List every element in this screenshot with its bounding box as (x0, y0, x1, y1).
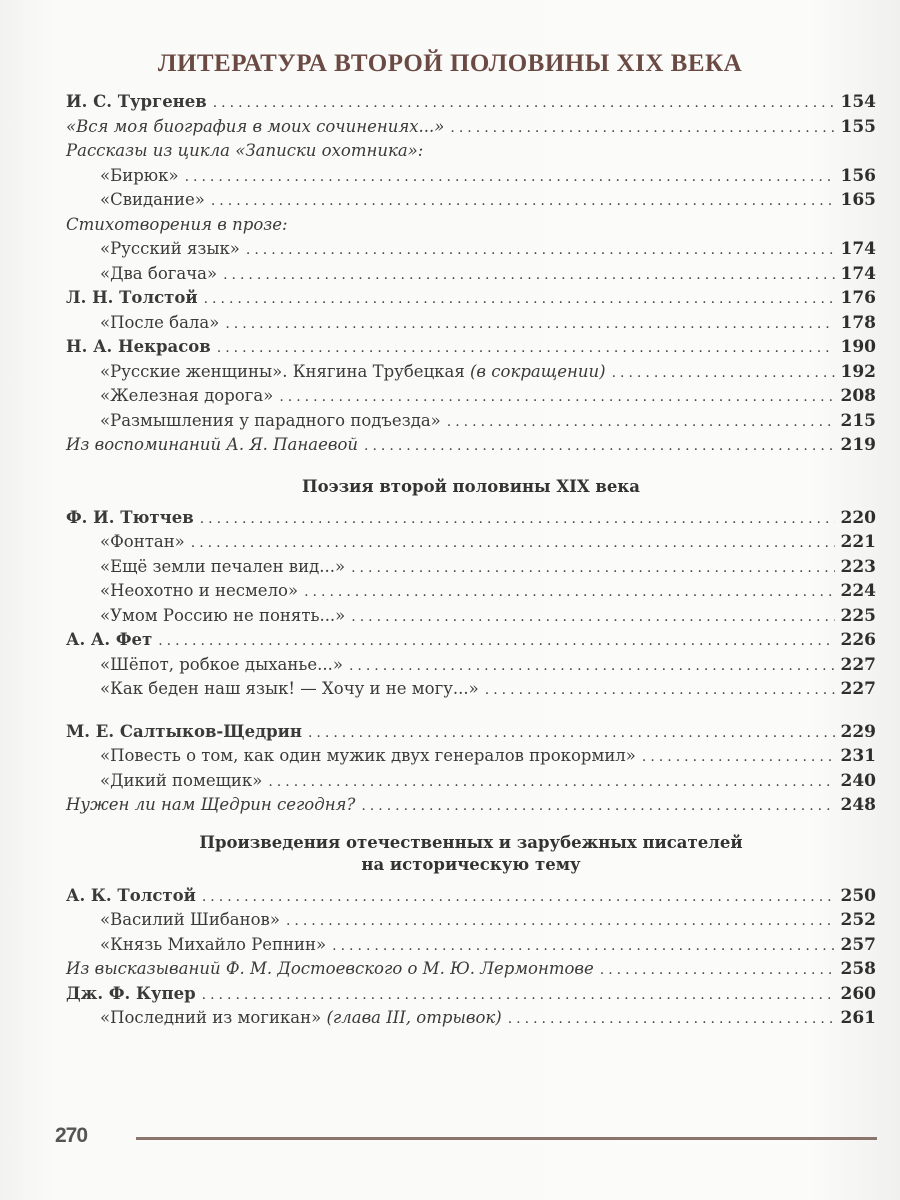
toc-entry-title-text: Дж. Ф. Купер (66, 983, 196, 1003)
dot-leader (211, 189, 835, 214)
dot-leader (202, 983, 835, 1008)
toc-entry-title-text: «Последний из могикан» (100, 1008, 322, 1027)
dot-leader (361, 794, 834, 819)
toc-entry[interactable] (66, 188, 876, 213)
toc-page-number: 221 (840, 532, 876, 552)
toc-entry-title-text: «Размышления у парадного подъезда» (100, 410, 441, 430)
toc-entry-title (66, 286, 198, 311)
toc-entry[interactable] (66, 579, 876, 604)
toc-page-number: 174 (840, 239, 876, 259)
toc-entry-title-text: «Василий Шибанов» (100, 910, 280, 929)
dot-leader (213, 91, 835, 116)
toc-entry-note: (глава III, отрывок) (326, 1008, 502, 1027)
dot-leader (450, 116, 834, 141)
toc-entry-title (100, 409, 441, 434)
toc-page-number: 215 (840, 410, 876, 431)
toc-entry-title (100, 579, 298, 604)
toc-entry-title-text: Н. А. Некрасов (66, 337, 211, 356)
section-heading (66, 476, 876, 498)
dot-leader (268, 770, 834, 795)
toc-page-number: 248 (840, 795, 876, 815)
toc-entry-title-text: «Вся моя биография в моих сочинениях...» (66, 116, 445, 136)
toc-entry-title (100, 677, 479, 702)
dot-leader (351, 556, 834, 581)
toc-page-number: 155 (840, 116, 876, 137)
toc-page-number: 174 (840, 263, 876, 284)
toc-entry[interactable] (66, 744, 876, 769)
toc-entry[interactable] (66, 262, 876, 287)
dot-leader (223, 263, 834, 288)
toc-entry[interactable] (66, 360, 876, 385)
toc-entry-title (66, 793, 355, 818)
toc-entry-title (100, 262, 217, 287)
toc-entry-title-text: Из воспоминаний А. Я. Панаевой (66, 435, 359, 454)
toc-entry-title-text: И. С. Тургенев (66, 92, 207, 111)
dot-leader (508, 1007, 835, 1032)
toc-entry[interactable] (66, 530, 876, 555)
toc-page-number: 156 (840, 165, 876, 186)
dot-leader (185, 165, 835, 190)
dot-leader (200, 507, 835, 532)
toc-entry-title-text: «Бирюк» (100, 165, 179, 185)
toc-entry-title (100, 555, 345, 580)
dot-leader (202, 885, 835, 910)
toc-page-number: 154 (840, 92, 876, 112)
toc-entry-title-text: «Неохотно и несмело» (100, 581, 299, 600)
dot-leader (246, 238, 835, 263)
toc-page-number: 192 (840, 361, 876, 382)
dot-leader (642, 745, 835, 770)
dot-leader (612, 361, 835, 386)
dot-leader (158, 629, 834, 654)
toc-group (66, 90, 876, 458)
toc-entry[interactable] (66, 286, 876, 311)
toc-entry-title (100, 933, 326, 958)
toc-entry-title (66, 139, 423, 164)
toc-entry[interactable] (66, 604, 876, 629)
dot-leader (191, 531, 835, 556)
toc-page-number: 252 (840, 910, 876, 930)
toc-entry-title-text: «Железная дорога» (100, 386, 274, 405)
toc-entry-title (66, 213, 288, 238)
toc-entry-title-text: Рассказы из цикла «Записки охотника»: (66, 141, 424, 160)
page-title: ЛИТЕРАТУРА ВТОРОЙ ПОЛОВИНЫ XIX ВЕКА (157, 50, 743, 77)
toc-entry-title (100, 604, 345, 629)
toc-entry[interactable] (66, 653, 876, 678)
dot-leader (217, 336, 835, 361)
toc-entry-title-text: «Как беден наш язык! — Хочу и не могу...» (100, 679, 479, 698)
toc-entry-title-text: «Русские женщины». Княгина Трубецкая (100, 361, 465, 381)
toc-page-number: 225 (840, 605, 876, 626)
toc-entry[interactable] (66, 335, 876, 360)
toc-group (66, 476, 876, 702)
toc-entry-title-text: Л. Н. Толстой (66, 288, 198, 307)
toc-entry-title (100, 311, 219, 336)
toc-entry-title (66, 433, 358, 458)
toc-entry-title-text: А. А. Фет (66, 630, 153, 649)
toc-entry[interactable] (66, 506, 876, 531)
toc-entry[interactable] (66, 720, 876, 745)
toc-entry-title (66, 957, 594, 982)
toc-entry[interactable] (66, 1006, 876, 1031)
toc-entry-title (66, 884, 196, 909)
toc-entry-title-text: «Два богача» (100, 263, 218, 283)
dot-leader (286, 909, 835, 934)
toc-page-number: 226 (840, 630, 876, 650)
toc-entry-title (100, 653, 343, 678)
toc-entry-title (100, 384, 273, 409)
toc-entry-title (66, 506, 194, 531)
toc-page-number: 231 (840, 746, 876, 766)
dot-leader (349, 654, 835, 679)
toc-page-number: 250 (840, 885, 876, 906)
toc-entry-title-text: «Шёпот, робкое дыханье...» (100, 654, 343, 674)
toc-page-number: 224 (840, 581, 876, 601)
toc-entry[interactable] (66, 769, 876, 794)
toc-entry[interactable] (66, 628, 876, 653)
toc-entry-title-text: Из высказываний Ф. М. Достоевского о М. Ю. Лермонтове (66, 959, 594, 978)
toc-entry[interactable] (66, 677, 876, 702)
toc-page-number: 260 (840, 983, 876, 1004)
toc-entry-title (100, 360, 606, 385)
section-heading-line: на историческую тему (361, 854, 581, 874)
dot-leader (364, 434, 834, 459)
toc-entry[interactable] (66, 384, 876, 409)
toc-group (66, 832, 876, 1031)
toc-entry[interactable] (66, 115, 876, 140)
toc-entry-title (66, 90, 207, 115)
toc-page-number: 178 (840, 312, 876, 333)
toc-entry-title-text: «После бала» (100, 312, 220, 332)
toc-entry[interactable] (66, 793, 876, 818)
footer-rule (136, 1137, 877, 1140)
toc-entry[interactable] (66, 311, 876, 336)
toc-entry-title-text: Нужен ли нам Щедрин сегодня? (66, 795, 356, 814)
toc-entry-title (100, 188, 205, 213)
toc-entry-title-text: Ф. И. Тютчев (66, 507, 194, 527)
toc-entry-title (100, 908, 280, 933)
dot-leader (204, 287, 835, 312)
toc-entry-title-text: «Фонтан» (100, 532, 185, 551)
toc-entry[interactable] (66, 982, 876, 1007)
toc-entry-title (100, 530, 185, 555)
dot-leader (225, 312, 834, 337)
toc-entry-title-text: «Умом Россию не понять...» (100, 605, 346, 625)
toc-page-number: 229 (840, 721, 876, 742)
toc-entry[interactable] (66, 957, 876, 982)
toc-entry-title-text: «Русский язык» (100, 239, 240, 258)
toc-entry-title-text: «Повесть о том, как один мужик двух генералов прокормил» (100, 746, 636, 765)
toc-entry[interactable] (66, 555, 876, 580)
toc-entry[interactable] (66, 409, 876, 434)
toc-entry-title-text: Стихотворения в прозе: (66, 214, 288, 234)
toc-entry-title-text: М. Е. Салтыков-Щедрин (66, 721, 302, 741)
toc-page-number: 190 (840, 337, 876, 357)
toc-entry-title-text: А. К. Толстой (66, 885, 196, 905)
toc-page-number: 223 (840, 556, 876, 577)
toc-entry[interactable] (66, 237, 876, 262)
toc-page-number: 208 (840, 386, 876, 406)
toc-entry-title (100, 769, 262, 794)
dot-leader (332, 934, 834, 959)
toc-page-number: 240 (840, 770, 876, 791)
toc-entry-title (100, 1006, 502, 1031)
toc-page-number: 176 (840, 288, 876, 308)
section-heading-line: Произведения отечественных и зарубежных писателей (199, 832, 743, 852)
dot-leader (304, 580, 834, 605)
toc-entry[interactable] (66, 213, 876, 238)
section-heading-line: Поэзия второй половины XIX века (302, 476, 640, 496)
toc-entry-title (100, 164, 179, 189)
toc-entry[interactable] (66, 908, 876, 933)
toc-entry[interactable] (66, 90, 876, 115)
toc-entry-title-text: «Свидание» (100, 190, 205, 209)
toc-page-number: 220 (840, 507, 876, 528)
toc-page-number: 227 (840, 654, 876, 675)
toc-entry[interactable] (66, 933, 876, 958)
toc-page-number: 227 (840, 679, 876, 699)
toc-page-number: 165 (840, 190, 876, 210)
toc-page-number: 258 (840, 959, 876, 979)
dot-leader (279, 385, 834, 410)
dot-leader (447, 410, 835, 435)
toc-entry-title (66, 115, 444, 140)
toc-entry-title (100, 237, 240, 262)
toc-group (66, 720, 876, 818)
toc-entry-title-text: «Дикий помещик» (100, 770, 263, 790)
toc-entry-note: (в сокращении) (470, 361, 606, 381)
toc-entry-title (100, 744, 636, 769)
toc-page-number: 219 (840, 435, 876, 455)
toc-entry[interactable] (66, 164, 876, 189)
toc-entry-title (66, 335, 211, 360)
page-number: 270 (55, 1124, 88, 1147)
toc-entry[interactable] (66, 884, 876, 909)
dot-leader (485, 678, 835, 703)
toc-entry-title (66, 982, 196, 1007)
toc-entry-title (66, 628, 152, 653)
dot-leader (600, 958, 835, 983)
toc-entry-title-text: «Ещё земли печален вид...» (100, 556, 346, 576)
toc-entry[interactable] (66, 433, 876, 458)
toc-page-number: 261 (840, 1008, 876, 1028)
toc-entry-title (66, 720, 302, 745)
dot-leader (351, 605, 834, 630)
table-of-contents (66, 90, 876, 1031)
toc-entry-title-text: «Князь Михайло Репнин» (100, 934, 327, 954)
section-heading (66, 832, 876, 876)
toc-page-number: 257 (840, 934, 876, 955)
dot-leader (308, 721, 835, 746)
toc-entry[interactable] (66, 139, 876, 164)
